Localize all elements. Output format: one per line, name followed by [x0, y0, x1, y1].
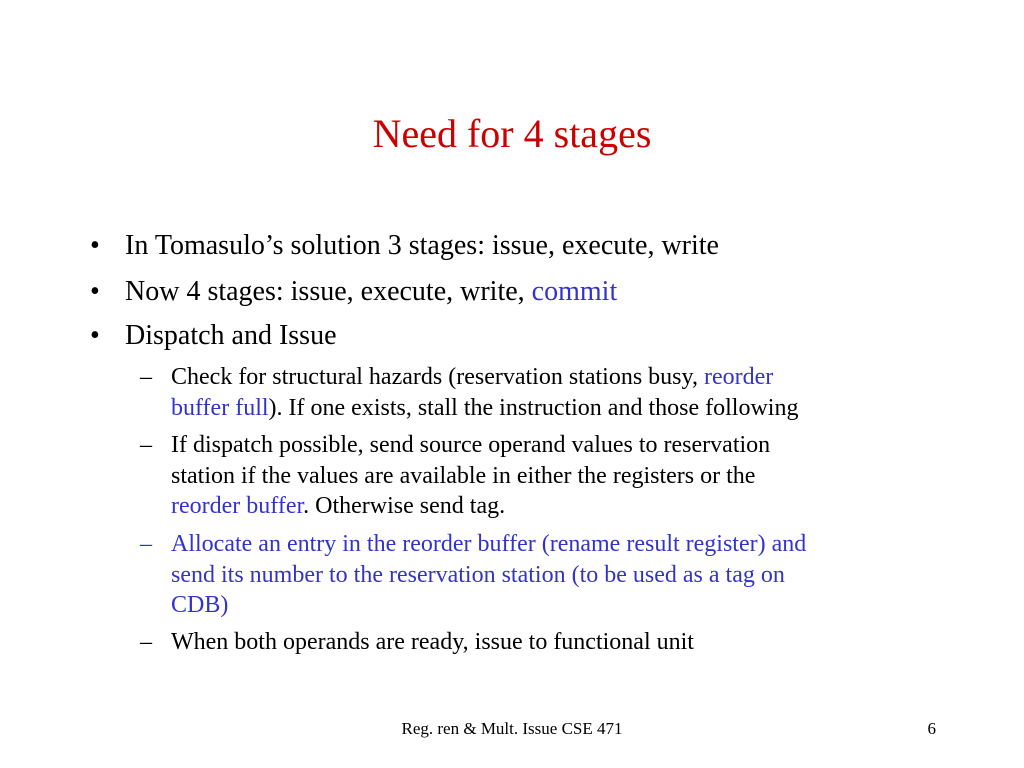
dash-icon: – — [140, 531, 152, 557]
commit-highlight: commit — [531, 276, 618, 307]
subbullet-text: If dispatch possible, send source operand values to reservation station if the values are available in either the registers or the reorder buffer. Otherwise send tag. — [171, 432, 771, 519]
bullet-icon: • — [90, 320, 100, 351]
dash-icon: – — [140, 629, 152, 655]
bullet-text: Dispatch and Issue — [125, 320, 337, 351]
subbullet-text: Check for structural hazards (reservation stations busy, reorder buffer full). If one exists, stall the instruction and those following — [171, 364, 799, 421]
bullet-text: In Tomasulo’s solution 3 stages: issue, execute, write — [125, 230, 719, 261]
dash-icon: – — [140, 364, 152, 390]
footer-text: Reg. ren & Mult. Issue CSE 471 — [401, 719, 623, 738]
bullet-icon: • — [90, 230, 100, 261]
subbullet-text: Allocate an entry in the reorder buffer (rename result register) and send its number to the reservation station (to be used as a tag on CDB) — [171, 531, 807, 618]
bullet-icon: • — [90, 276, 100, 307]
bullet-text-main: Now 4 stages: issue, execute, write, — [125, 276, 532, 307]
page-number: 6 — [927, 719, 936, 738]
bullet-text — [125, 275, 617, 309]
subbullet-text: When both operands are ready, issue to functional unit — [171, 629, 694, 655]
dash-icon: – — [140, 432, 152, 458]
slide-title: Need for 4 stages — [372, 111, 652, 156]
